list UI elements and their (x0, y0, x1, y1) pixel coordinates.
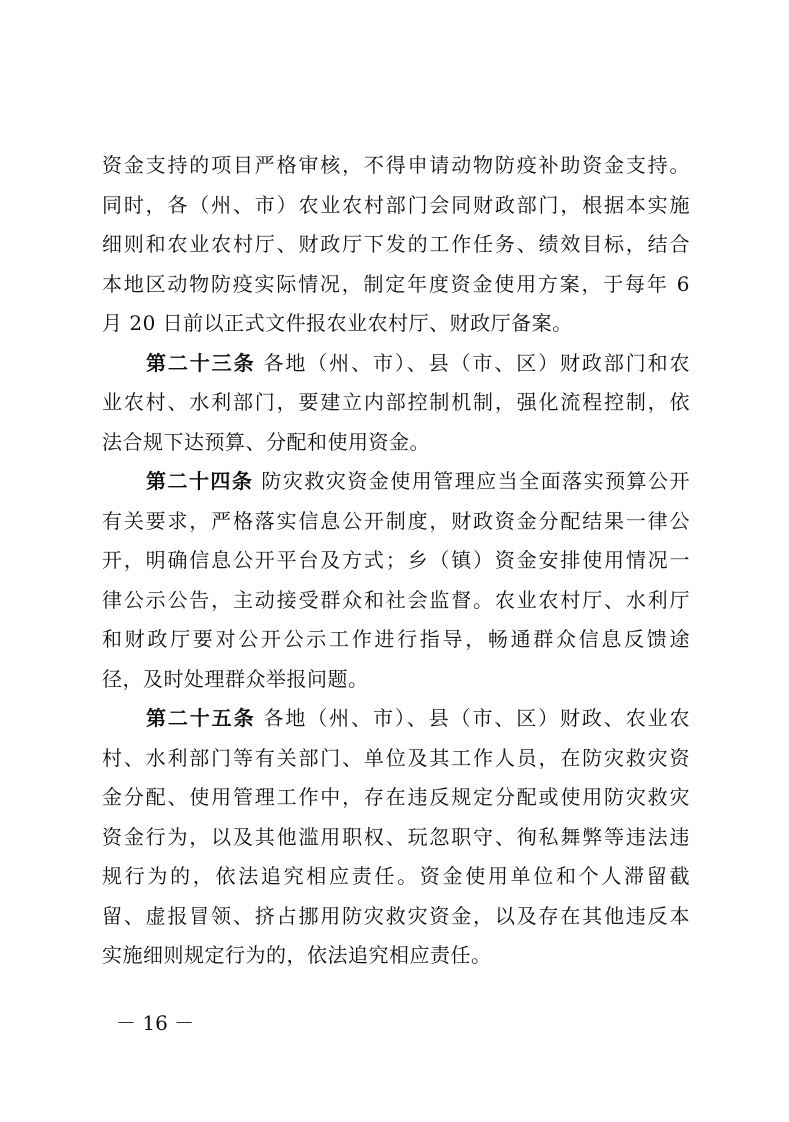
article-label: 第二十五条 (146, 706, 256, 730)
line-text: 留、虚报冒领、挤占挪用防灾救灾资金，以及存在其他违反本 (102, 903, 690, 928)
text-line (102, 146, 690, 186)
line-text: 同时，各（州、市）农业农村部门会同财政部门，根据本实施 (102, 192, 690, 217)
text-line (102, 620, 690, 660)
line-text: 防灾救灾资金使用管理应当全面落实预算公开 (261, 469, 691, 493)
text-line (102, 699, 690, 739)
line-text: 各地（州、市）、县（市、区）财政、农业农 (263, 706, 691, 730)
text-line (102, 383, 690, 423)
text-line (102, 304, 690, 344)
text-line (102, 581, 690, 621)
line-text: 开，明确信息公开平台及方式；乡（镇）资金安排使用情况一 (102, 548, 690, 572)
text-line (102, 462, 690, 502)
line-text: 资金支持的项目严格审核，不得申请动物防疫补助资金支持。 (102, 153, 690, 177)
article-label: 第二十四条 (146, 469, 254, 493)
line-text: 业农村、水利部门，要建立内部控制机制，强化流程控制，依 (102, 390, 690, 414)
line-text: 法合规下达预算、分配和使用资金。 (102, 429, 430, 454)
text-line (102, 541, 690, 581)
line-text: 规行为的，依法追究相应责任。资金使用单位和个人滞留截 (102, 864, 690, 888)
text-line (102, 739, 690, 779)
text-line (102, 660, 690, 700)
line-text: 月 20 日前以正式文件报农业农村厅、财政厅备案。 (102, 311, 573, 335)
text-line (102, 778, 690, 818)
line-text: 有关要求，严格落实信息公开制度，财政资金分配结果一律公 (102, 508, 690, 533)
line-text: 细则和农业农村厅、财政厅下发的工作任务、绩效目标，结合 (102, 232, 690, 256)
line-text: 律公示公告，主动接受群众和社会监督。农业农村厅、水利厅 (102, 587, 690, 612)
line-text: 各地（州、市）、县（市、区）财政部门和农 (263, 350, 691, 375)
line-text: 实施细则规定行为的，依法追究相应责任。 (102, 943, 492, 967)
line-text: 和财政厅要对公开公示工作进行指导，畅通群众信息反馈途 (102, 627, 690, 651)
line-text: 村、水利部门等有关部门、单位及其工作人员，在防灾救灾资 (102, 745, 690, 770)
page-number: － 16 － (116, 1011, 195, 1035)
text-line (102, 186, 690, 226)
line-text: 金分配、使用管理工作中，存在违反规定分配或使用防灾救灾 (102, 785, 690, 809)
text-line (102, 423, 690, 463)
text-line (102, 502, 690, 542)
line-text: 资金行为，以及其他滥用职权、玩忽职守、徇私舞弊等违法违 (102, 824, 690, 849)
text-line (102, 857, 690, 897)
text-line (102, 225, 690, 265)
article-label: 第二十三条 (146, 350, 256, 375)
body-text (102, 146, 690, 976)
text-line (102, 344, 690, 384)
line-text: 本地区动物防疫实际情况，制定年度资金使用方案，于每年 6 (102, 271, 690, 296)
text-line (102, 936, 690, 976)
text-line (102, 897, 690, 937)
text-line (102, 265, 690, 305)
text-line (102, 818, 690, 858)
line-text: 径，及时处理群众举报问题。 (102, 666, 369, 691)
